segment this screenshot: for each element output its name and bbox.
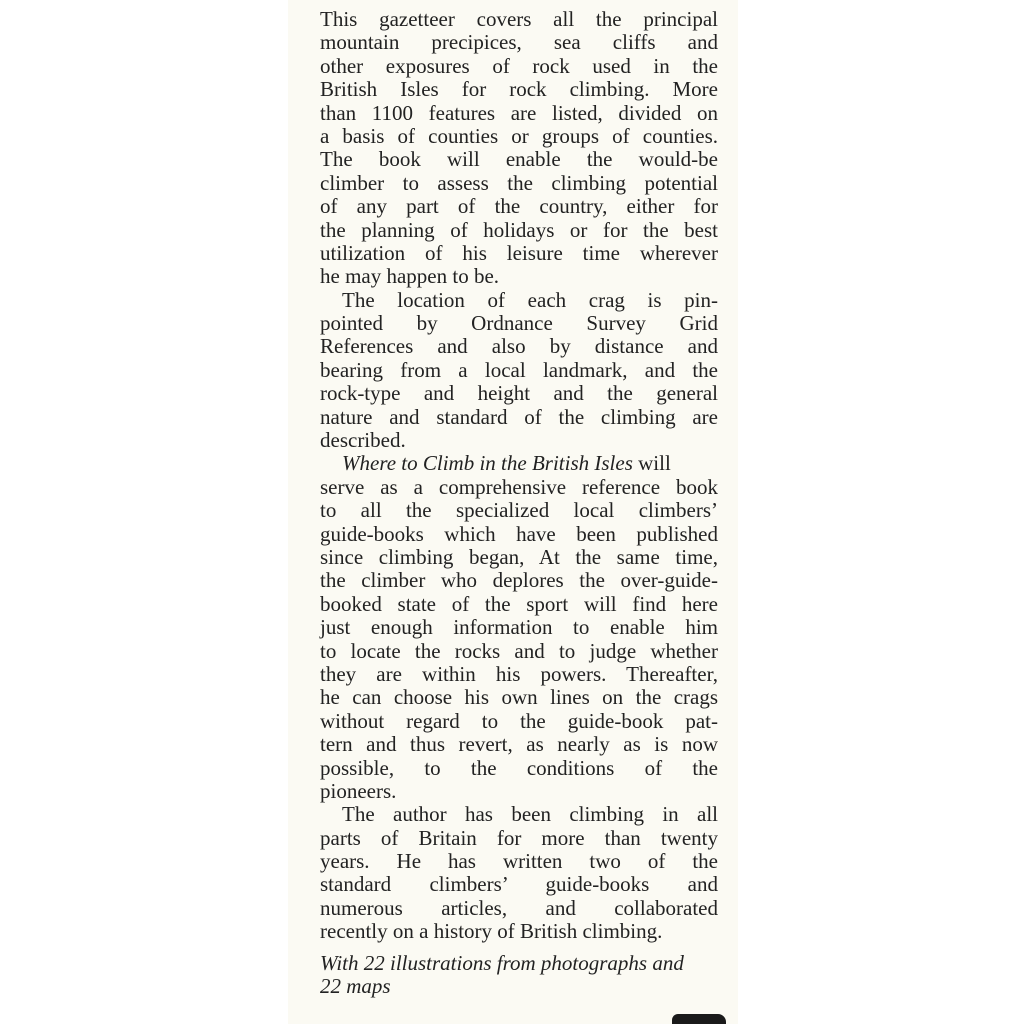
paragraph-1 bbox=[320, 8, 718, 289]
text-line: nature and standard of the climbing are bbox=[320, 404, 718, 429]
text-line: he may happen to be. bbox=[320, 264, 500, 289]
text-line: recently on a history of British climbing. bbox=[320, 919, 663, 944]
illustrations-note bbox=[320, 952, 718, 999]
text-line: he can choose his own lines on the crags bbox=[320, 685, 718, 710]
text-line: since climbing began, At the same time, bbox=[320, 544, 718, 569]
text-line: rock-type and height and the general bbox=[320, 381, 718, 406]
text-line: other exposures of rock used in the bbox=[320, 53, 718, 78]
text-line: bearing from a local landmark, and the bbox=[320, 357, 718, 382]
text-line: guide-books which have been published bbox=[320, 521, 718, 546]
text-line: pioneers. bbox=[320, 778, 397, 803]
text-line: possible, to the conditions of the bbox=[320, 755, 718, 780]
text-line: without regard to the guide-book pat- bbox=[320, 708, 718, 733]
text-line: This gazetteer covers all the principal bbox=[320, 7, 718, 31]
text-line: With 22 illustrations from photographs and bbox=[320, 950, 684, 975]
text-line: 22 maps bbox=[320, 974, 391, 999]
paragraph-3 bbox=[320, 452, 718, 803]
text-line: to all the specialized local climbers’ bbox=[320, 498, 718, 523]
paragraph-4 bbox=[320, 803, 718, 943]
text-line: booked state of the sport will find here bbox=[320, 591, 718, 616]
text-line: the planning of holidays or for the best bbox=[320, 217, 718, 242]
text-line: References and also by distance and bbox=[320, 334, 718, 359]
text-line: described. bbox=[320, 428, 406, 453]
text-line: The location of each crag is pin- bbox=[342, 287, 718, 312]
text-line: climber to assess the climbing potential bbox=[320, 170, 718, 195]
text-line: serve as a comprehensive reference book bbox=[320, 474, 718, 499]
text-line: The book will enable the would-be bbox=[320, 147, 718, 172]
text-line: they are within his powers. Thereafter, bbox=[320, 661, 718, 686]
dark-scrap-mark bbox=[672, 1014, 726, 1024]
text-line: tern and thus revert, as nearly as is now bbox=[320, 732, 718, 757]
text-line: utilization of his leisure time wherever bbox=[320, 240, 718, 265]
text-line: British Isles for rock climbing. More bbox=[320, 77, 718, 102]
text-line: parts of Britain for more than twenty bbox=[320, 825, 718, 850]
text-line: the climber who deplores the over-guide- bbox=[320, 568, 718, 593]
text-line: standard climbers’ guide-books and bbox=[320, 872, 718, 897]
book-blurb bbox=[320, 8, 718, 998]
text-line: a basis of counties or groups of counties. bbox=[320, 123, 718, 148]
text-line bbox=[320, 452, 718, 475]
text-line: The author has been climbing in all bbox=[342, 802, 718, 827]
text-fragment: will bbox=[632, 451, 671, 476]
book-title: Where to Climb in the British Isles bbox=[342, 451, 633, 476]
text-line: pointed by Ordnance Survey Grid bbox=[320, 311, 718, 336]
paragraph-2 bbox=[320, 289, 718, 453]
text-line: numerous articles, and collaborated bbox=[320, 895, 718, 920]
text-line: than 1100 features are listed, divided on bbox=[320, 100, 718, 125]
text-line: just enough information to enable him bbox=[320, 615, 718, 640]
text-line: years. He has written two of the bbox=[320, 849, 718, 874]
text-line: to locate the rocks and to judge whether bbox=[320, 638, 718, 663]
text-line: of any part of the country, either for bbox=[320, 194, 718, 219]
text-line: mountain precipices, sea cliffs and bbox=[320, 30, 718, 55]
